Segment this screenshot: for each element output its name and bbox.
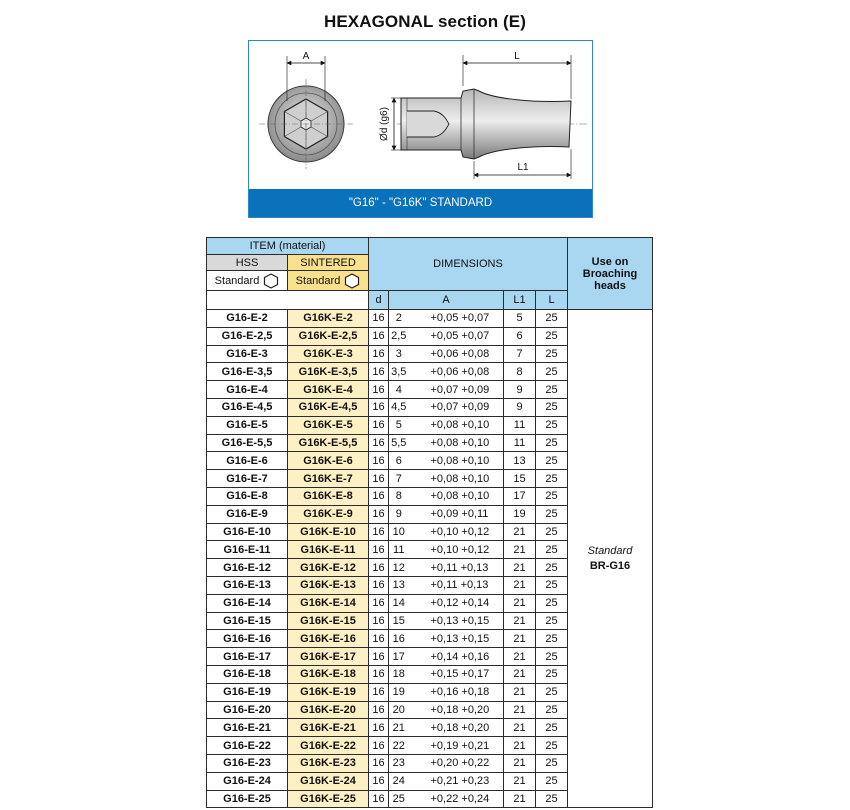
cell-sintered-code: G16K-E-4 bbox=[288, 381, 369, 399]
cell-l1: 21 bbox=[504, 541, 536, 559]
cell-hss-code: G16-E-14 bbox=[207, 594, 288, 612]
cell-sintered-code: G16K-E-9 bbox=[288, 505, 369, 523]
cell-hss-code: G16-E-4 bbox=[207, 381, 288, 399]
cell-hss-code: G16-E-18 bbox=[207, 665, 288, 683]
cell-a: 22 bbox=[389, 737, 409, 755]
cell-l: 25 bbox=[536, 505, 568, 523]
cell-l: 25 bbox=[536, 559, 568, 577]
cell-a: 17 bbox=[389, 648, 409, 666]
cell-l: 25 bbox=[536, 363, 568, 381]
cell-a: 25 bbox=[389, 790, 409, 808]
cell-a: 5 bbox=[389, 416, 409, 434]
cell-a-tolerance: +0,19 +0,21 bbox=[409, 737, 504, 755]
cell-sintered-code: G16K-E-23 bbox=[288, 754, 369, 772]
cell-d: 16 bbox=[369, 683, 389, 701]
cell-d: 16 bbox=[369, 487, 389, 505]
cell-a-tolerance: +0,18 +0,20 bbox=[409, 701, 504, 719]
cell-hss-code: G16-E-25 bbox=[207, 790, 288, 808]
cell-d: 16 bbox=[369, 505, 389, 523]
cell-l1: 21 bbox=[504, 576, 536, 594]
cell-l1: 21 bbox=[504, 701, 536, 719]
cell-l: 25 bbox=[536, 452, 568, 470]
header-sintered-standard bbox=[288, 271, 369, 291]
cell-a-tolerance: +0,13 +0,15 bbox=[409, 612, 504, 630]
cell-l1: 11 bbox=[504, 416, 536, 434]
cell-l: 25 bbox=[536, 345, 568, 363]
cell-l1: 6 bbox=[504, 327, 536, 345]
cell-l: 25 bbox=[536, 648, 568, 666]
cell-l: 25 bbox=[536, 737, 568, 755]
cell-hss-code: G16-E-10 bbox=[207, 523, 288, 541]
cell-l1: 21 bbox=[504, 754, 536, 772]
cell-l: 25 bbox=[536, 772, 568, 790]
cell-hss-code: G16-E-19 bbox=[207, 683, 288, 701]
header-spacer bbox=[207, 291, 369, 310]
cell-hss-code: G16-E-24 bbox=[207, 772, 288, 790]
cell-d: 16 bbox=[369, 576, 389, 594]
dimension-label-l: L bbox=[514, 51, 520, 62]
cell-sintered-code: G16K-E-4,5 bbox=[288, 398, 369, 416]
cell-use-on-broaching-heads bbox=[568, 310, 653, 808]
cell-d: 16 bbox=[369, 327, 389, 345]
cell-a-tolerance: +0,08 +0,10 bbox=[409, 434, 504, 452]
cell-l: 25 bbox=[536, 701, 568, 719]
cell-a-tolerance: +0,06 +0,08 bbox=[409, 345, 504, 363]
cell-d: 16 bbox=[369, 665, 389, 683]
cell-d: 16 bbox=[369, 416, 389, 434]
cell-l1: 9 bbox=[504, 381, 536, 399]
cell-a-tolerance: +0,18 +0,20 bbox=[409, 719, 504, 737]
cell-sintered-code: G16K-E-12 bbox=[288, 559, 369, 577]
cell-a-tolerance: +0,09 +0,11 bbox=[409, 505, 504, 523]
cell-l1: 21 bbox=[504, 772, 536, 790]
cell-l: 25 bbox=[536, 790, 568, 808]
header-row-group bbox=[207, 238, 653, 255]
cell-a-tolerance: +0,08 +0,10 bbox=[409, 487, 504, 505]
cell-l1: 21 bbox=[504, 559, 536, 577]
cell-d: 16 bbox=[369, 452, 389, 470]
cell-d: 16 bbox=[369, 701, 389, 719]
cell-l1: 21 bbox=[504, 648, 536, 666]
cell-sintered-code: G16K-E-16 bbox=[288, 630, 369, 648]
header-use-on-broaching-heads: Use on Broaching heads bbox=[568, 238, 653, 310]
cell-d: 16 bbox=[369, 398, 389, 416]
cell-a: 5,5 bbox=[389, 434, 409, 452]
cell-d: 16 bbox=[369, 737, 389, 755]
cell-l1: 17 bbox=[504, 487, 536, 505]
cell-sintered-code: G16K-E-13 bbox=[288, 576, 369, 594]
cell-a-tolerance: +0,10 +0,12 bbox=[409, 541, 504, 559]
table-body bbox=[207, 238, 653, 808]
hexagon-icon bbox=[344, 273, 360, 289]
cell-d: 16 bbox=[369, 345, 389, 363]
use-broaching-head-code: BR-G16 bbox=[589, 560, 631, 573]
cell-hss-code: G16-E-17 bbox=[207, 648, 288, 666]
cell-hss-code: G16-E-8 bbox=[207, 487, 288, 505]
cell-l1: 21 bbox=[504, 523, 536, 541]
cell-l1: 11 bbox=[504, 434, 536, 452]
cell-sintered-code: G16K-E-18 bbox=[288, 665, 369, 683]
cell-hss-code: G16-E-7 bbox=[207, 470, 288, 488]
cell-l1: 21 bbox=[504, 612, 536, 630]
cell-sintered-code: G16K-E-15 bbox=[288, 612, 369, 630]
cell-sintered-code: G16K-E-5,5 bbox=[288, 434, 369, 452]
cell-l: 25 bbox=[536, 665, 568, 683]
cell-sintered-code: G16K-E-17 bbox=[288, 648, 369, 666]
cell-l: 25 bbox=[536, 310, 568, 328]
cell-hss-code: G16-E-5,5 bbox=[207, 434, 288, 452]
cell-a: 15 bbox=[389, 612, 409, 630]
cell-l1: 21 bbox=[504, 790, 536, 808]
cell-sintered-code: G16K-E-2,5 bbox=[288, 327, 369, 345]
cell-a: 23 bbox=[389, 754, 409, 772]
cell-a-tolerance: +0,07 +0,09 bbox=[409, 381, 504, 399]
cell-l: 25 bbox=[536, 434, 568, 452]
cell-a-tolerance: +0,20 +0,22 bbox=[409, 754, 504, 772]
cell-a: 9 bbox=[389, 505, 409, 523]
cell-sintered-code: G16K-E-19 bbox=[288, 683, 369, 701]
technical-drawing-panel bbox=[248, 40, 593, 218]
cell-hss-code: G16-E-15 bbox=[207, 612, 288, 630]
standard-banner: "G16" - "G16K" STANDARD bbox=[249, 189, 592, 217]
cell-a-tolerance: +0,21 +0,23 bbox=[409, 772, 504, 790]
cell-a: 14 bbox=[389, 594, 409, 612]
cell-sintered-code: G16K-E-5 bbox=[288, 416, 369, 434]
cell-l1: 19 bbox=[504, 505, 536, 523]
cell-d: 16 bbox=[369, 363, 389, 381]
cell-a: 4 bbox=[389, 381, 409, 399]
use-standard-label: Standard bbox=[587, 545, 633, 558]
cell-a: 3 bbox=[389, 345, 409, 363]
cell-a-tolerance: +0,05 +0,07 bbox=[409, 327, 504, 345]
side-view bbox=[391, 55, 589, 179]
cell-l1: 7 bbox=[504, 345, 536, 363]
standard-label-sintered: Standard bbox=[295, 274, 341, 287]
cell-a-tolerance: +0,08 +0,10 bbox=[409, 416, 504, 434]
cell-l1: 9 bbox=[504, 398, 536, 416]
cell-hss-code: G16-E-21 bbox=[207, 719, 288, 737]
cell-l: 25 bbox=[536, 398, 568, 416]
cell-l1: 21 bbox=[504, 683, 536, 701]
cell-hss-code: G16-E-11 bbox=[207, 541, 288, 559]
cell-d: 16 bbox=[369, 719, 389, 737]
cell-d: 16 bbox=[369, 310, 389, 328]
cell-d: 16 bbox=[369, 648, 389, 666]
cell-a: 6 bbox=[389, 452, 409, 470]
cell-sintered-code: G16K-E-14 bbox=[288, 594, 369, 612]
cell-l: 25 bbox=[536, 719, 568, 737]
cell-hss-code: G16-E-9 bbox=[207, 505, 288, 523]
cell-l1: 13 bbox=[504, 452, 536, 470]
cell-a: 10 bbox=[389, 523, 409, 541]
cell-a: 21 bbox=[389, 719, 409, 737]
cell-a: 24 bbox=[389, 772, 409, 790]
cell-d: 16 bbox=[369, 594, 389, 612]
cell-d: 16 bbox=[369, 612, 389, 630]
cell-a-tolerance: +0,07 +0,09 bbox=[409, 398, 504, 416]
cell-l: 25 bbox=[536, 612, 568, 630]
cell-a-tolerance: +0,11 +0,13 bbox=[409, 576, 504, 594]
cell-a: 2,5 bbox=[389, 327, 409, 345]
cell-l: 25 bbox=[536, 630, 568, 648]
cell-l: 25 bbox=[536, 523, 568, 541]
cell-sintered-code: G16K-E-10 bbox=[288, 523, 369, 541]
cell-d: 16 bbox=[369, 434, 389, 452]
cell-l: 25 bbox=[536, 754, 568, 772]
cell-l: 25 bbox=[536, 487, 568, 505]
cell-d: 16 bbox=[369, 559, 389, 577]
cell-l1: 21 bbox=[504, 719, 536, 737]
cell-hss-code: G16-E-12 bbox=[207, 559, 288, 577]
cell-sintered-code: G16K-E-20 bbox=[288, 701, 369, 719]
cell-a-tolerance: +0,22 +0,24 bbox=[409, 790, 504, 808]
cell-l: 25 bbox=[536, 683, 568, 701]
cell-l1: 21 bbox=[504, 630, 536, 648]
cell-a-tolerance: +0,11 +0,13 bbox=[409, 559, 504, 577]
cell-hss-code: G16-E-2,5 bbox=[207, 327, 288, 345]
cell-hss-code: G16-E-20 bbox=[207, 701, 288, 719]
tool-drawing bbox=[249, 41, 593, 191]
cell-hss-code: G16-E-3 bbox=[207, 345, 288, 363]
cell-a-tolerance: +0,08 +0,10 bbox=[409, 452, 504, 470]
cell-sintered-code: G16K-E-7 bbox=[288, 470, 369, 488]
cell-l: 25 bbox=[536, 594, 568, 612]
cell-d: 16 bbox=[369, 754, 389, 772]
cell-a: 16 bbox=[389, 630, 409, 648]
cell-sintered-code: G16K-E-24 bbox=[288, 772, 369, 790]
header-a: A bbox=[389, 291, 504, 310]
standard-label-hss: Standard bbox=[214, 274, 260, 287]
cell-l1: 15 bbox=[504, 470, 536, 488]
cell-a-tolerance: +0,06 +0,08 bbox=[409, 363, 504, 381]
cell-l: 25 bbox=[536, 470, 568, 488]
cell-d: 16 bbox=[369, 523, 389, 541]
cell-hss-code: G16-E-23 bbox=[207, 754, 288, 772]
cell-sintered-code: G16K-E-25 bbox=[288, 790, 369, 808]
cell-hss-code: G16-E-13 bbox=[207, 576, 288, 594]
cell-a-tolerance: +0,08 +0,10 bbox=[409, 470, 504, 488]
end-view bbox=[259, 56, 353, 169]
header-hss: HSS bbox=[207, 255, 288, 271]
cell-sintered-code: G16K-E-21 bbox=[288, 719, 369, 737]
header-item-material: ITEM (material) bbox=[207, 238, 369, 255]
specification-table bbox=[206, 237, 653, 808]
cell-sintered-code: G16K-E-22 bbox=[288, 737, 369, 755]
cell-a-tolerance: +0,13 +0,15 bbox=[409, 630, 504, 648]
cell-l: 25 bbox=[536, 416, 568, 434]
cell-l: 25 bbox=[536, 576, 568, 594]
cell-a: 20 bbox=[389, 701, 409, 719]
header-l1: L1 bbox=[504, 291, 536, 310]
cell-a: 11 bbox=[389, 541, 409, 559]
page-title: HEXAGONAL section (E) bbox=[323, 12, 527, 31]
cell-sintered-code: G16K-E-11 bbox=[288, 541, 369, 559]
cell-a: 19 bbox=[389, 683, 409, 701]
cell-hss-code: G16-E-4,5 bbox=[207, 398, 288, 416]
cell-l1: 5 bbox=[504, 310, 536, 328]
header-dimensions-group bbox=[369, 238, 568, 291]
cell-hss-code: G16-E-16 bbox=[207, 630, 288, 648]
cell-a: 12 bbox=[389, 559, 409, 577]
cell-l1: 21 bbox=[504, 665, 536, 683]
cell-d: 16 bbox=[369, 630, 389, 648]
cell-a: 4,5 bbox=[389, 398, 409, 416]
cell-sintered-code: G16K-E-8 bbox=[288, 487, 369, 505]
cell-a-tolerance: +0,12 +0,14 bbox=[409, 594, 504, 612]
cell-l1: 21 bbox=[504, 737, 536, 755]
cell-a: 2 bbox=[389, 310, 409, 328]
cell-hss-code: G16-E-5 bbox=[207, 416, 288, 434]
header-d: d bbox=[369, 291, 389, 310]
cell-d: 16 bbox=[369, 790, 389, 808]
cell-l: 25 bbox=[536, 327, 568, 345]
cell-a: 7 bbox=[389, 470, 409, 488]
cell-sintered-code: G16K-E-6 bbox=[288, 452, 369, 470]
table-row bbox=[207, 310, 653, 328]
cell-sintered-code: G16K-E-3 bbox=[288, 345, 369, 363]
cell-d: 16 bbox=[369, 541, 389, 559]
cell-a-tolerance: +0,15 +0,17 bbox=[409, 665, 504, 683]
cell-l1: 21 bbox=[504, 594, 536, 612]
cell-a: 18 bbox=[389, 665, 409, 683]
hexagon-icon bbox=[263, 273, 279, 289]
header-l: L bbox=[536, 291, 568, 310]
cell-a: 8 bbox=[389, 487, 409, 505]
dimension-label-l1: L1 bbox=[517, 162, 529, 173]
cell-hss-code: G16-E-3,5 bbox=[207, 363, 288, 381]
cell-a-tolerance: +0,16 +0,18 bbox=[409, 683, 504, 701]
cell-l: 25 bbox=[536, 381, 568, 399]
dimension-label-a: A bbox=[302, 51, 310, 62]
header-sintered: SINTERED bbox=[288, 255, 369, 271]
cell-hss-code: G16-E-6 bbox=[207, 452, 288, 470]
cell-d: 16 bbox=[369, 772, 389, 790]
cell-sintered-code: G16K-E-3,5 bbox=[288, 363, 369, 381]
cell-a-tolerance: +0,14 +0,16 bbox=[409, 648, 504, 666]
cell-hss-code: G16-E-2 bbox=[207, 310, 288, 328]
header-dimensions: DIMENSIONS bbox=[433, 258, 503, 270]
cell-l: 25 bbox=[536, 541, 568, 559]
cell-a: 3,5 bbox=[389, 363, 409, 381]
cell-l1: 8 bbox=[504, 363, 536, 381]
cell-a-tolerance: +0,10 +0,12 bbox=[409, 523, 504, 541]
header-hss-standard bbox=[207, 271, 288, 291]
cell-a-tolerance: +0,05 +0,07 bbox=[409, 310, 504, 328]
cell-hss-code: G16-E-22 bbox=[207, 737, 288, 755]
cell-d: 16 bbox=[369, 381, 389, 399]
dimension-label-diameter: Ød (g6) bbox=[379, 107, 390, 141]
cell-sintered-code: G16K-E-2 bbox=[288, 310, 369, 328]
cell-a: 13 bbox=[389, 576, 409, 594]
cell-d: 16 bbox=[369, 470, 389, 488]
